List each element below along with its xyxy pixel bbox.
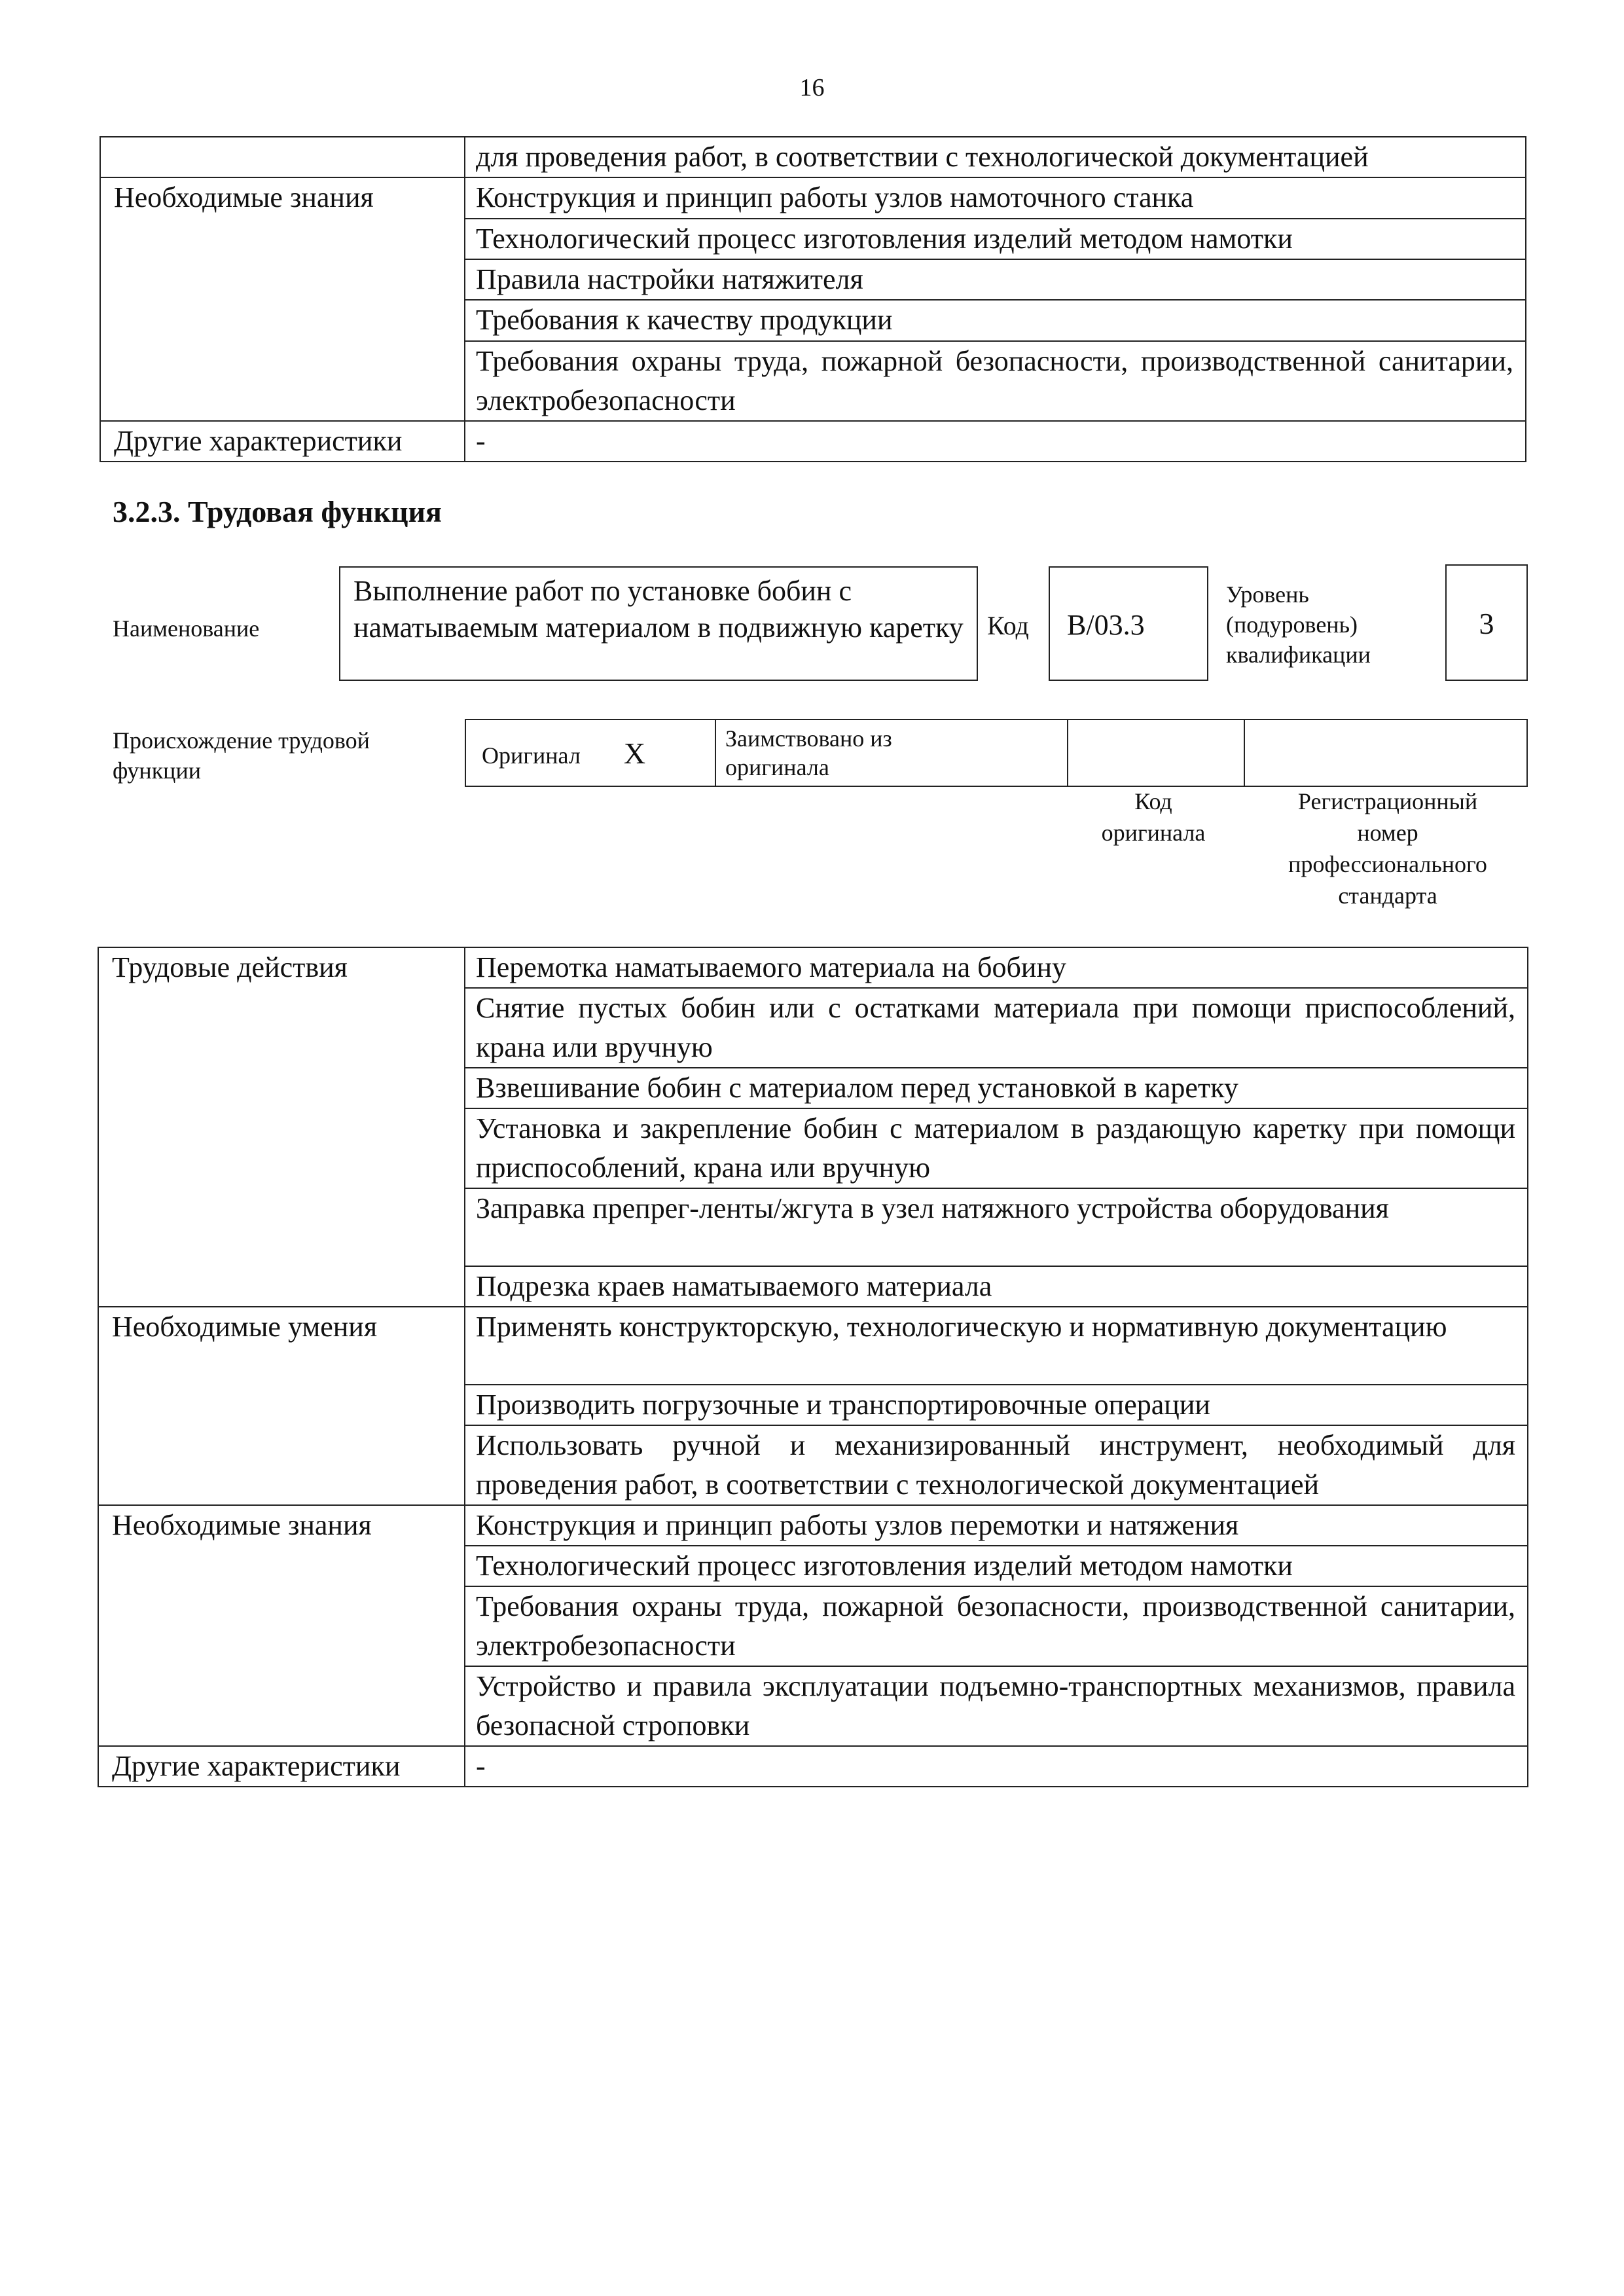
origin-label: Происхождение трудовой функции	[113, 727, 370, 784]
table-cell: Технологический процесс изготовления изделий методом намотки	[465, 1546, 1528, 1586]
section-heading: 3.2.3. Трудовая функция	[113, 495, 442, 528]
code-label: Код	[987, 611, 1029, 640]
knowledge-label: Необходимые знания	[98, 1505, 465, 1746]
table-cell: Применять конструкторскую, технологическую и нормативную документацию	[465, 1307, 1528, 1385]
code-original-cell	[1068, 720, 1244, 786]
table-cell: Конструкция и принцип работы узлов намоточного станка	[465, 177, 1526, 219]
top-table	[99, 136, 1526, 462]
table-cell: Использовать ручной и механизированный инструмент, необходимый для проведения работ, в соответствии с технологической документацией	[465, 1425, 1528, 1505]
reg-number-cell	[1244, 720, 1527, 786]
table-cell: -	[465, 421, 1526, 462]
other-label: Другие характеристики	[98, 1746, 465, 1787]
table-cell: Установка и закрепление бобин с материалом в раздающую каретку при помощи приспособлений, крана или вручную	[465, 1108, 1528, 1188]
table-cell: Снятие пустых бобин или с остатками материала при помощи приспособлений, крана или вручную	[465, 988, 1528, 1068]
original-mark: X	[623, 736, 646, 770]
original-cell: Оригинал X	[465, 720, 715, 786]
page-number: 16	[799, 74, 825, 101]
function-name: Выполнение работ по установке бобин с наматываемым материалом в подвижную каретку	[339, 566, 978, 681]
table-cell: Перемотка наматываемого материала на бобину	[465, 947, 1528, 988]
actions-label: Трудовые действия	[98, 947, 465, 1307]
actions-table	[98, 947, 1528, 1787]
borrowed-cell: Заимствовано из оригинала	[715, 720, 1068, 786]
other-label: Другие характеристики	[100, 421, 465, 462]
table-cell: -	[465, 1746, 1528, 1787]
reg-number-label: Регистрационный номер профессионального стандарта	[1288, 788, 1487, 909]
table-cell: Правила настройки натяжителя	[465, 259, 1526, 300]
function-code: B/03.3	[1049, 566, 1208, 681]
name-label: Наименование	[113, 615, 260, 642]
table-cell: Устройство и правила эксплуатации подъемно-транспортных механизмов, правила безопасной строповки	[465, 1666, 1528, 1746]
origin-table	[465, 719, 1528, 787]
table-cell: Конструкция и принцип работы узлов перемотки и натяжения	[465, 1505, 1528, 1546]
table-cell: Требования к качеству продукции	[465, 300, 1526, 341]
table-cell: Заправка препрег-ленты/жгута в узел натяжного устройства оборудования	[465, 1188, 1528, 1266]
table-cell: Требования охраны труда, пожарной безопасности, производственной санитарии, электробезопасности	[465, 1586, 1528, 1666]
table-cell: Взвешивание бобин с материалом перед установкой в каретку	[465, 1068, 1528, 1108]
table-cell: Подрезка краев наматываемого материала	[465, 1266, 1528, 1307]
table-cell: для проведения работ, в соответствии с технологической документацией	[465, 137, 1526, 177]
knowledge-label: Необходимые знания	[100, 177, 465, 421]
level-label: Уровень (подуровень) квалификации	[1226, 581, 1371, 668]
table-cell: Технологический процесс изготовления изделий методом намотки	[465, 219, 1526, 259]
code-original-label: Код оригинала	[1101, 788, 1206, 846]
skills-label: Необходимые умения	[98, 1307, 465, 1505]
table-cell: Производить погрузочные и транспортировочные операции	[465, 1385, 1528, 1425]
qualification-level: 3	[1445, 564, 1528, 681]
table-cell: Требования охраны труда, пожарной безопасности, производственной санитарии, электробезопасности	[465, 341, 1526, 421]
